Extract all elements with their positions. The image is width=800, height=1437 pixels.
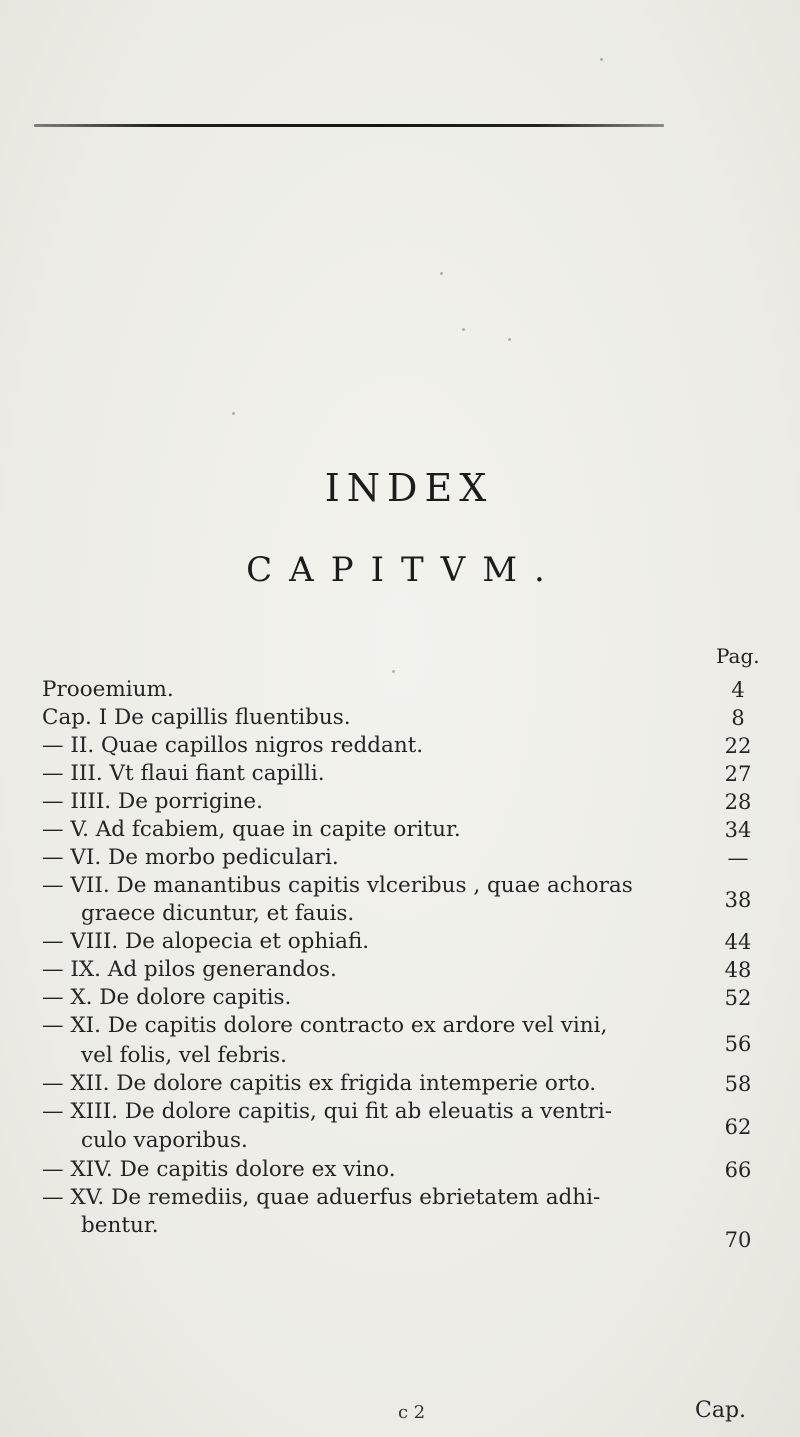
entry-page: 27 (724, 762, 752, 786)
entry-page: 28 (724, 790, 752, 814)
entry-page: 4 (731, 678, 745, 702)
entry-label: — IX. Ad pilos generandos. (42, 957, 337, 982)
index-entry (42, 816, 752, 844)
entry-label: — XI. De capitis dolore contracto ex ardore vel vini, (42, 1013, 608, 1038)
index-entry (42, 704, 745, 732)
paper-speck (440, 272, 443, 275)
index-entry (42, 1012, 742, 1040)
entry-label: — XIV. De capitis dolore ex vino. (42, 1157, 396, 1182)
entry-page: 22 (724, 734, 752, 758)
entry-label: — V. Ad fcabiem, quae in capite oritur. (42, 817, 461, 842)
entry-continuation: vel folis, vel febris. (81, 1043, 287, 1068)
paper-speck (508, 338, 511, 341)
index-entry (42, 1156, 752, 1184)
index-entry (42, 844, 749, 872)
entry-page: 34 (724, 818, 752, 842)
entry-label: — IIII. De porrigine. (42, 789, 263, 814)
entry-label: Prooemium. (42, 677, 174, 702)
paper-speck (232, 412, 235, 415)
entry-label: — VII. De manantibus capitis vlceribus , quae achoras (42, 873, 633, 898)
entry-page: 8 (731, 706, 745, 730)
index-entry (42, 1070, 752, 1098)
index-entry (42, 872, 742, 900)
entry-label: Cap. I De capillis fluentibus. (42, 705, 351, 730)
paper-speck (462, 328, 465, 331)
entry-page: 38 (724, 888, 752, 912)
entry-page: 52 (724, 986, 752, 1010)
entry-page: 66 (724, 1158, 752, 1182)
entry-page: — (727, 846, 749, 870)
entry-label: — II. Quae capillos nigros reddant. (42, 733, 424, 758)
entry-label: — X. De dolore capitis. (42, 985, 292, 1010)
index-entry (42, 984, 752, 1012)
index-entry (42, 928, 752, 956)
entry-page: 58 (724, 1072, 752, 1096)
entry-label: — XV. De remediis, quae aduerfus ebrietatem adhi- (42, 1185, 601, 1210)
entry-label: — XII. De dolore capitis ex frigida intemperie orto. (42, 1071, 597, 1096)
page-column-label: Pag. (716, 644, 760, 668)
entry-page: 44 (724, 930, 752, 954)
paper-speck (392, 670, 395, 673)
entry-label: — III. Vt flaui fiant capilli. (42, 761, 325, 786)
entry-page: 70 (724, 1228, 752, 1252)
index-entry (42, 760, 752, 788)
index-entry (42, 1184, 742, 1212)
entry-page: 56 (724, 1032, 752, 1056)
entry-continuation: culo vaporibus. (81, 1128, 248, 1153)
entry-label: — VI. De morbo pediculari. (42, 845, 339, 870)
page-title: INDEX (324, 466, 494, 510)
signature-mark: c 2 (398, 1402, 426, 1423)
page-subtitle: CAPITVM. (246, 550, 562, 590)
index-entry (42, 788, 752, 816)
entry-continuation: bentur. (81, 1213, 159, 1238)
catchword: Cap. (695, 1398, 747, 1423)
index-entry (42, 956, 752, 984)
entry-page: 62 (724, 1115, 752, 1139)
top-rule (34, 124, 664, 127)
entry-label: — XIII. De dolore capitis, qui fit ab eleuatis a ventri- (42, 1099, 613, 1124)
index-entry (42, 1098, 742, 1126)
entry-page: 48 (724, 958, 752, 982)
entry-continuation: graece dicuntur, et fauis. (81, 901, 355, 926)
paper-speck (600, 58, 603, 61)
index-entry (42, 732, 752, 760)
index-entry (42, 676, 745, 704)
entry-label: — VIII. De alopecia et ophiafi. (42, 929, 370, 954)
